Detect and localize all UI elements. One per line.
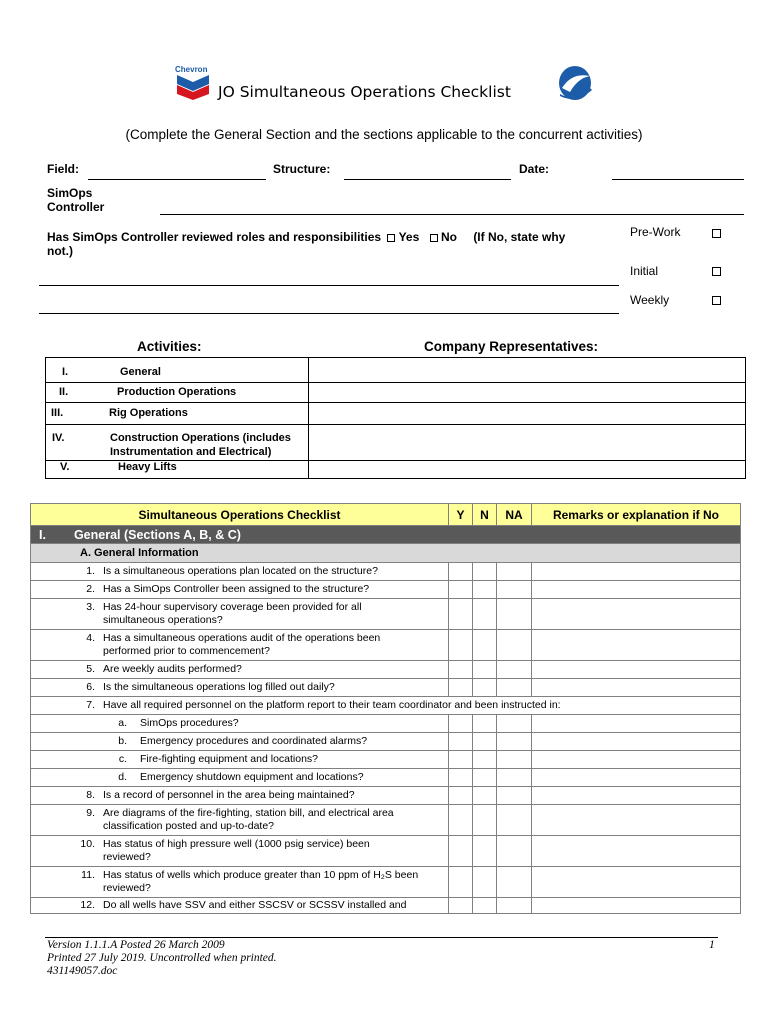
company-rep-cell[interactable]	[309, 358, 746, 383]
printed-text: Printed 27 July 2019. Uncontrolled when printed.	[47, 952, 277, 964]
company-rep-cell[interactable]	[309, 425, 746, 461]
structure-input[interactable]	[344, 179, 511, 180]
na-header: NA	[497, 504, 532, 526]
activity-row: V. Heavy Lifts	[46, 461, 746, 479]
checklist-title-header: Simultaneous Operations Checklist	[31, 504, 449, 526]
roles-question: Has SimOps Controller reviewed roles and responsibilities Yes No (If No, state why not.)	[47, 230, 566, 258]
table-row: 7. Have all required personnel on the platform report to their team coordinator and been instructed in:	[31, 697, 741, 715]
table-row: 2. Has a SimOps Controller been assigned to the structure?	[31, 581, 741, 599]
subsection-row: A. General Information	[31, 544, 741, 563]
section-row: I. General (Sections A, B, & C)	[31, 526, 741, 544]
table-row: 8. Is a record of personnel in the area being maintained?	[31, 787, 741, 805]
table-row: c. Fire-fighting equipment and locations?	[31, 751, 741, 769]
weekly-label: Weekly	[630, 293, 670, 307]
yes-checkbox[interactable]	[387, 234, 395, 242]
table-row: d. Emergency shutdown equipment and locations?	[31, 769, 741, 787]
page-number: 1	[709, 939, 715, 951]
footer-info	[47, 939, 277, 978]
table-row: 4. Has a simultaneous operations audit of the operations been performed prior to commencement?	[31, 630, 741, 661]
table-row: 12. Do all wells have SSV and either SSCSV or SCSSV installed and	[31, 898, 741, 914]
version-text: Version 1.1.1.A Posted 26 March 2009	[47, 939, 225, 951]
table-row: 9. Are diagrams of the fire-fighting, station bill, and electrical area classification posted and up-to-date?	[31, 805, 741, 836]
weekly-checkbox[interactable]	[712, 296, 721, 305]
company-rep-cell[interactable]	[309, 383, 746, 403]
initial-checkbox[interactable]	[712, 267, 721, 276]
y-header: Y	[449, 504, 473, 526]
table-row: 3. Has 24-hour supervisory coverage been provided for all simultaneous operations?	[31, 599, 741, 630]
company-rep-cell[interactable]	[309, 403, 746, 425]
prework-label: Pre-Work	[630, 225, 681, 239]
page-title: JO Simultaneous Operations Checklist	[218, 83, 511, 101]
initial-label: Initial	[630, 264, 659, 278]
activity-row: II. Production Operations	[46, 383, 746, 403]
table-row: b. Emergency procedures and coordinated alarms?	[31, 733, 741, 751]
activity-row: I. General	[46, 358, 746, 383]
table-row: a. SimOps procedures?	[31, 715, 741, 733]
n-header: N	[473, 504, 497, 526]
activities-heading: Activities:	[137, 339, 202, 354]
file-name: 431149057.doc	[47, 965, 118, 977]
structure-label: Structure:	[273, 162, 331, 176]
reason-line-1[interactable]	[39, 285, 619, 286]
field-label: Field:	[47, 162, 79, 176]
no-checkbox[interactable]	[430, 234, 438, 242]
simops-controller-input[interactable]	[160, 214, 744, 215]
activity-row: III. Rig Operations	[46, 403, 746, 425]
instructions: (Complete the General Section and the sections applicable to the concurrent activities)	[125, 127, 643, 142]
activity-row: IV. Construction Operations (includes Instrumentation and Electrical)	[46, 425, 746, 461]
table-row: 11. Has status of wells which produce greater than 10 ppm of H₂S been reviewed?	[31, 867, 741, 898]
date-label: Date:	[519, 162, 550, 176]
table-row: 5. Are weekly audits performed?	[31, 661, 741, 679]
table-row: 10. Has status of high pressure well (1000 psig service) been reviewed?	[31, 836, 741, 867]
simops-controller-label: SimOps Controller	[47, 186, 105, 214]
company-logo	[556, 64, 594, 102]
table-row: 1. Is a simultaneous operations plan located on the structure?	[31, 563, 741, 581]
remarks-header: Remarks or explanation if No	[532, 504, 741, 526]
company-rep-cell[interactable]	[309, 461, 746, 479]
reason-line-2[interactable]	[39, 313, 619, 314]
activities-table	[45, 357, 746, 479]
brand-text: Chevron	[175, 65, 208, 74]
checklist-header	[31, 504, 741, 526]
prework-checkbox[interactable]	[712, 229, 721, 238]
company-reps-heading: Company Representatives:	[424, 339, 599, 354]
table-row: 6. Is the simultaneous operations log filled out daily?	[31, 679, 741, 697]
date-input[interactable]	[612, 179, 744, 180]
field-input[interactable]	[88, 179, 266, 180]
chevron-logo	[174, 64, 212, 100]
checklist-table	[30, 503, 741, 914]
footer-rule	[45, 937, 718, 938]
